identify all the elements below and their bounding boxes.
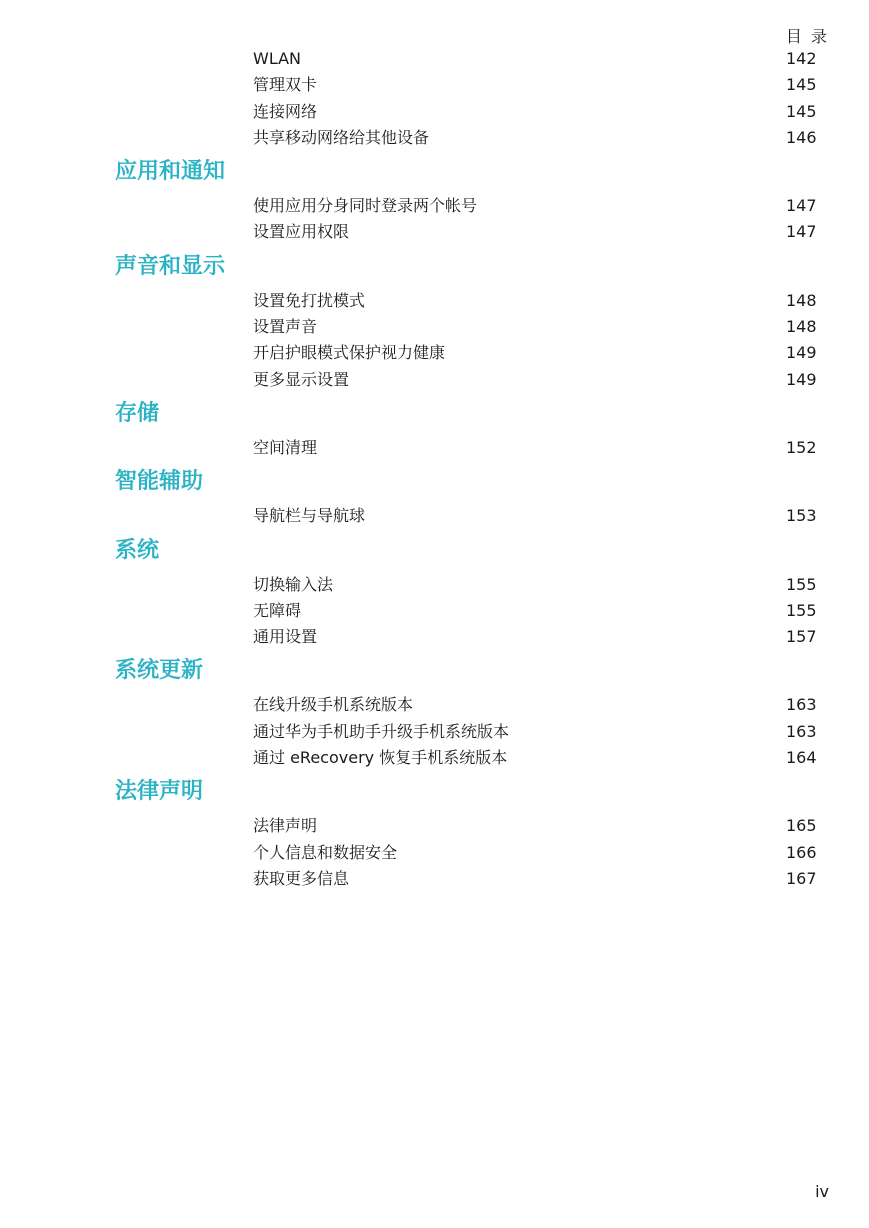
toc-entry-title[interactable]: 设置声音 <box>253 317 318 337</box>
toc-entry[interactable] <box>0 193 869 219</box>
toc-entry[interactable] <box>0 840 869 866</box>
toc-entry-title[interactable]: 法律声明 <box>253 816 318 836</box>
toc-entry[interactable] <box>0 219 869 245</box>
toc-section-heading <box>0 530 869 572</box>
toc-entry-title[interactable]: WLAN <box>253 49 302 68</box>
toc-section-title: 系统 <box>115 537 160 563</box>
toc-entry[interactable] <box>0 719 869 745</box>
toc-entry-page-number[interactable]: 142 <box>786 49 817 68</box>
toc-entry-page-number[interactable]: 152 <box>786 437 817 457</box>
toc-entry[interactable] <box>0 866 869 892</box>
toc-entry-title[interactable]: 管理双卡 <box>253 75 318 95</box>
toc-entry[interactable] <box>0 125 869 151</box>
toc-entry-page-number[interactable]: 157 <box>786 627 817 647</box>
toc-entry[interactable] <box>0 598 869 624</box>
toc-entry-page-number[interactable]: 145 <box>786 101 817 121</box>
toc-entry-page-number[interactable]: 163 <box>786 695 817 715</box>
toc-entry-title[interactable]: 使用应用分身同时登录两个帐号 <box>253 196 478 216</box>
toc-section-heading <box>0 771 869 813</box>
toc-section-title: 应用和通知 <box>115 159 226 185</box>
toc-section-heading <box>0 650 869 692</box>
toc-section-title: 系统更新 <box>115 658 204 684</box>
toc-section-title: 声音和显示 <box>115 253 226 279</box>
toc-entry-title[interactable]: 切换输入法 <box>253 574 334 594</box>
toc-entry-title[interactable]: 共享移动网络给其他设备 <box>253 127 430 147</box>
toc-entry[interactable] <box>0 72 869 98</box>
toc-entry-page-number[interactable]: 155 <box>786 574 817 594</box>
toc-entry-title[interactable]: 连接网络 <box>253 101 318 121</box>
toc-entry-title[interactable]: 设置应用权限 <box>253 222 350 242</box>
toc-entry[interactable] <box>0 99 869 125</box>
toc-entry-title[interactable]: 设置免打扰模式 <box>253 290 366 310</box>
toc-entry[interactable] <box>0 745 869 771</box>
toc-section-title: 法律声明 <box>115 779 204 805</box>
toc-section-heading <box>0 151 869 193</box>
toc-entry-page-number[interactable]: 148 <box>786 290 817 310</box>
toc-entry-page-number[interactable]: 164 <box>786 748 817 768</box>
table-of-contents <box>0 46 869 892</box>
toc-entry-title[interactable]: 获取更多信息 <box>253 868 350 888</box>
toc-entry-title[interactable]: 通过华为手机助手升级手机系统版本 <box>253 721 510 741</box>
toc-section-title: 智能辅助 <box>115 469 204 495</box>
page-header-title: 目 录 <box>785 27 829 46</box>
toc-entry-title[interactable]: 通过 eRecovery 恢复手机系统版本 <box>253 748 508 768</box>
toc-entry-page-number[interactable]: 163 <box>786 721 817 741</box>
toc-entry-page-number[interactable]: 149 <box>786 343 817 363</box>
toc-entry[interactable] <box>0 624 869 650</box>
toc-entry-page-number[interactable]: 147 <box>786 196 817 216</box>
toc-entry-title[interactable]: 在线升级手机系统版本 <box>253 695 414 715</box>
toc-entry-title[interactable]: 更多显示设置 <box>253 369 350 389</box>
toc-section-heading <box>0 461 869 503</box>
page-number: iv <box>815 1182 829 1201</box>
toc-section-heading <box>0 246 869 288</box>
toc-entry-title[interactable]: 无障碍 <box>253 600 302 620</box>
toc-entry[interactable] <box>0 46 869 72</box>
toc-section-heading <box>0 393 869 435</box>
toc-entry-title[interactable]: 导航栏与导航球 <box>253 506 366 526</box>
toc-section-title: 存储 <box>115 400 160 426</box>
toc-entry[interactable] <box>0 435 869 461</box>
toc-entry[interactable] <box>0 572 869 598</box>
toc-entry[interactable] <box>0 692 869 718</box>
toc-entry-page-number[interactable]: 166 <box>786 842 817 862</box>
toc-entry-page-number[interactable]: 146 <box>786 127 817 147</box>
toc-entry-page-number[interactable]: 153 <box>786 506 817 526</box>
toc-entry[interactable] <box>0 288 869 314</box>
toc-entry[interactable] <box>0 503 869 529</box>
toc-entry-page-number[interactable]: 148 <box>786 317 817 337</box>
toc-entry-page-number[interactable]: 147 <box>786 222 817 242</box>
toc-entry-title[interactable]: 通用设置 <box>253 627 318 647</box>
toc-entry[interactable] <box>0 314 869 340</box>
toc-entry-page-number[interactable]: 155 <box>786 600 817 620</box>
toc-entry-page-number[interactable]: 167 <box>786 868 817 888</box>
toc-entry-page-number[interactable]: 165 <box>786 816 817 836</box>
toc-entry-title[interactable]: 开启护眼模式保护视力健康 <box>253 343 446 363</box>
toc-entry[interactable] <box>0 813 869 839</box>
toc-entry-page-number[interactable]: 149 <box>786 369 817 389</box>
toc-entry-title[interactable]: 空间清理 <box>253 437 318 457</box>
toc-entry[interactable] <box>0 367 869 393</box>
toc-entry-page-number[interactable]: 145 <box>786 75 817 95</box>
toc-entry-title[interactable]: 个人信息和数据安全 <box>253 842 398 862</box>
toc-entry[interactable] <box>0 340 869 366</box>
